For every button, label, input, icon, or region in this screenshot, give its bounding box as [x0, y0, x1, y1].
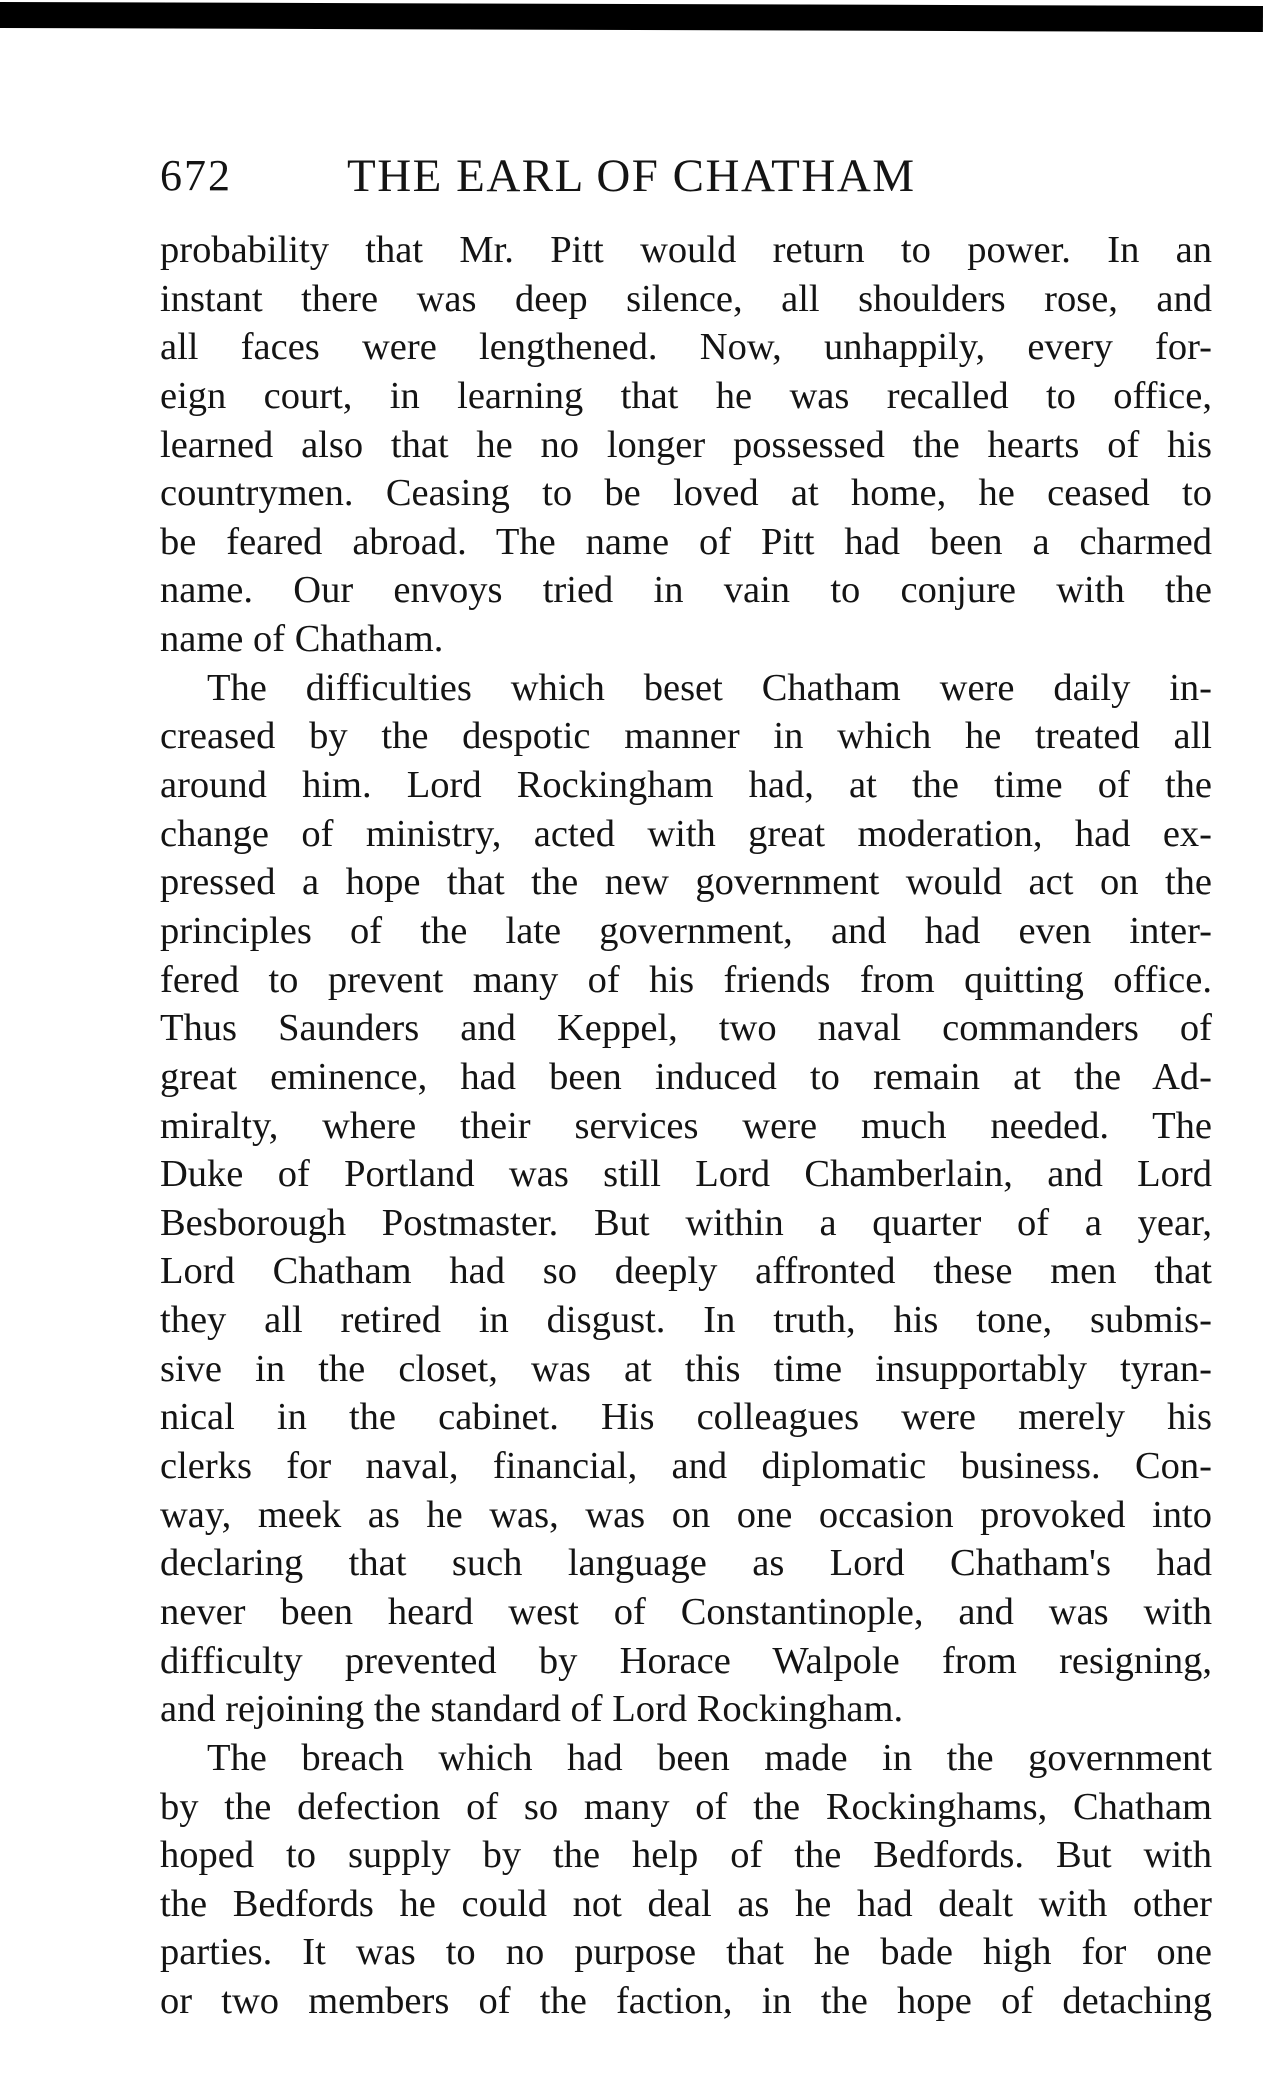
paragraph-3	[160, 1734, 1212, 2026]
text-line: change of ministry, acted with great moderation, had ex-	[160, 812, 1212, 855]
text-line: probability that Mr. Pitt would return to power. In an	[160, 229, 1212, 271]
text-line: never been heard west of Constantinople, and was with	[160, 1590, 1212, 1633]
paragraph-2	[160, 664, 1212, 1734]
text-line: Duke of Portland was still Lord Chamberlain, and Lord	[160, 1153, 1212, 1196]
text-line: pressed a hope that the new government would act on the	[160, 861, 1212, 904]
text-line: name. Our envoys tried in vain to conjure with the	[160, 569, 1212, 612]
text-line: and rejoining the standard of Lord Rockingham.	[160, 1688, 904, 1731]
text-line: way, meek as he was, was on one occasion provoked into	[160, 1493, 1212, 1536]
paragraph-1	[160, 226, 1212, 664]
text-line: clerks for naval, financial, and diplomatic business. Con-	[160, 1445, 1212, 1488]
text-line: eign court, in learning that he was recalled to office,	[160, 374, 1212, 417]
text-line: nical in the cabinet. His colleagues were merely his	[160, 1396, 1212, 1439]
body-text	[160, 226, 1212, 2026]
text-line: The breach which had been made in the government	[207, 1736, 1212, 1779]
running-title: THE EARL OF CHATHAM	[347, 150, 916, 202]
text-line: Lord Chatham had so deeply affronted these men that	[160, 1250, 1212, 1293]
text-line: creased by the despotic manner in which he treated all	[160, 715, 1212, 758]
text-line: countrymen. Ceasing to be loved at home, he ceased to	[160, 472, 1212, 515]
text-line: all faces were lengthened. Now, unhappily, every for-	[160, 326, 1212, 369]
text-line: principles of the late government, and had even inter-	[160, 909, 1212, 952]
text-line: The difficulties which beset Chatham were daily in-	[207, 666, 1212, 709]
text-line: difficulty prevented by Horace Walpole from resigning,	[160, 1639, 1212, 1682]
text-line: be feared abroad. The name of Pitt had been a charmed	[160, 520, 1212, 563]
text-line: by the defection of so many of the Rockinghams, Chatham	[160, 1785, 1212, 1828]
text-line: the Bedfords he could not deal as he had dealt with other	[160, 1882, 1212, 1925]
text-line: fered to prevent many of his friends from quitting office.	[160, 958, 1212, 1001]
text-line: sive in the closet, was at this time insupportably tyran-	[160, 1347, 1212, 1390]
top-scan-border	[0, 2, 1263, 32]
text-line: parties. It was to no purpose that he bade high for one	[160, 1931, 1212, 1974]
text-line: or two members of the faction, in the hope of detaching	[160, 1980, 1212, 2023]
text-line: instant there was deep silence, all shoulders rose, and	[160, 277, 1212, 320]
text-line: name of Chatham.	[160, 618, 444, 661]
text-line: hoped to supply by the help of the Bedfords. But with	[160, 1834, 1212, 1877]
text-line: learned also that he no longer possessed the hearts of his	[160, 423, 1212, 466]
text-line: they all retired in disgust. In truth, his tone, submis-	[160, 1299, 1212, 1342]
text-line: Besborough Postmaster. But within a quarter of a year,	[160, 1201, 1212, 1244]
text-line: great eminence, had been induced to remain at the Ad-	[160, 1055, 1212, 1098]
text-line: declaring that such language as Lord Chatham's had	[160, 1542, 1212, 1585]
text-line: miralty, where their services were much needed. The	[160, 1104, 1212, 1147]
running-head	[160, 148, 1210, 208]
text-line: around him. Lord Rockingham had, at the time of the	[160, 764, 1212, 807]
page-number: 672	[160, 151, 232, 200]
text-line: Thus Saunders and Keppel, two naval commanders of	[160, 1007, 1212, 1050]
